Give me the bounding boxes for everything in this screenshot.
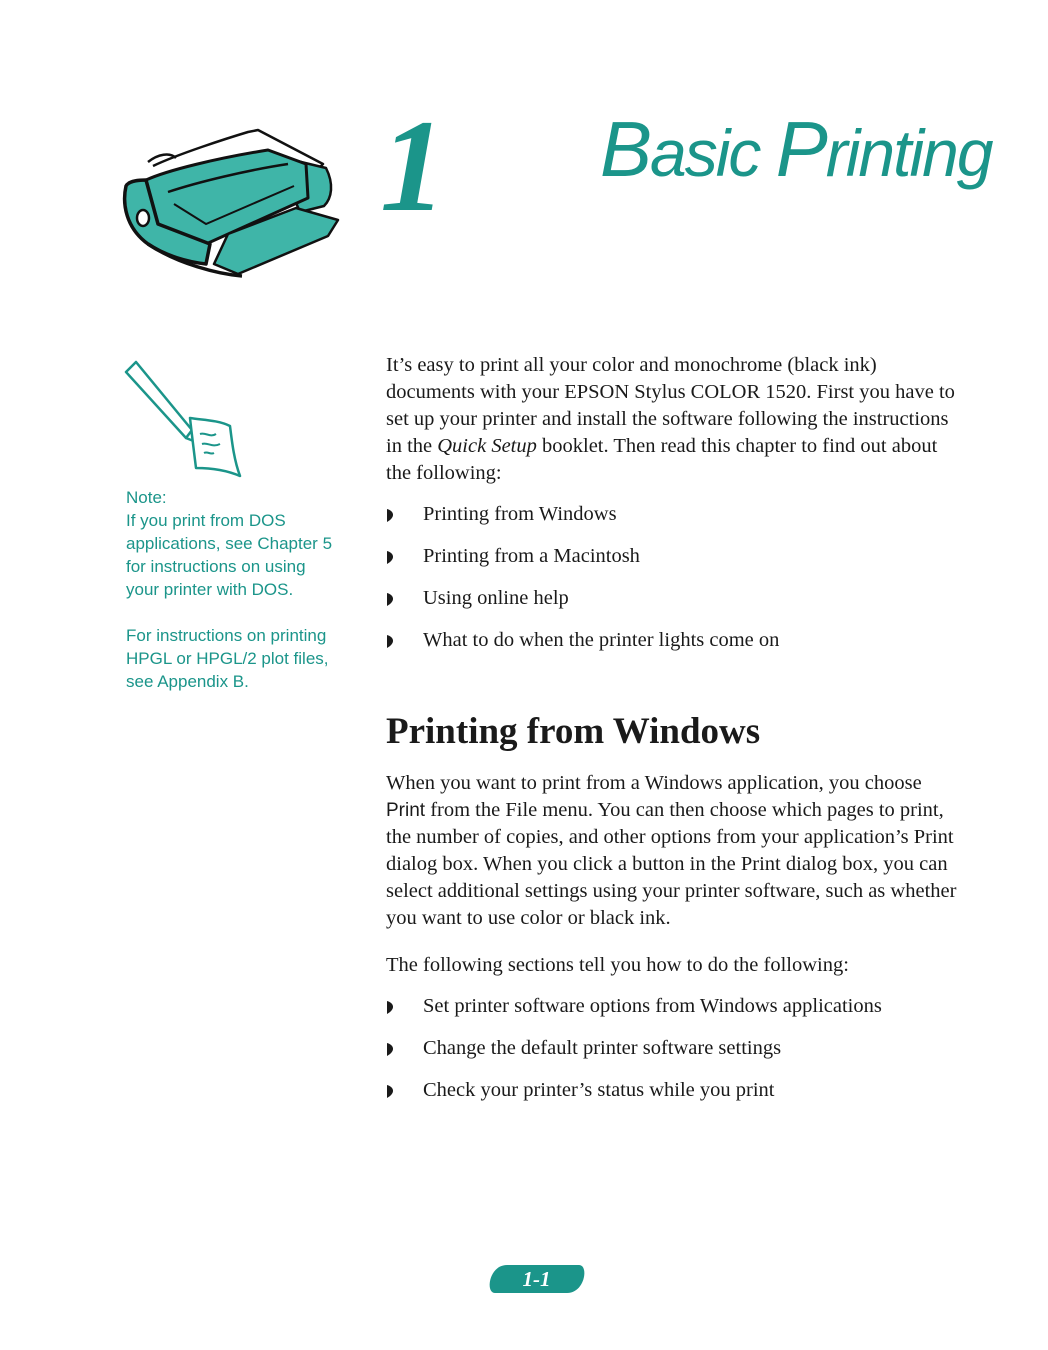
section-paragraph-2: The following sections tell you how to do the following:: [386, 954, 849, 976]
section-text-1: When you want to print from a Windows application, you choose: [386, 772, 922, 794]
chapter-title-rest-1: asic: [650, 116, 776, 190]
list-item-text: Using online help: [423, 587, 569, 609]
bullet-icon: [386, 635, 396, 648]
page-number-badge: [487, 1263, 586, 1295]
intro-text-1: It’s easy to print all your color and monochrome (black ink) documents with your EPSON Stylus COLOR 1520. First you have to set up your printer and install the software following the instructions in the: [386, 354, 955, 457]
list-item-text: Set printer software options from Windows applications: [423, 995, 882, 1017]
list-item-text: Printing from a Macintosh: [423, 545, 640, 567]
print-command: Print: [386, 800, 426, 821]
note-icon: [122, 358, 248, 484]
list-item: [386, 501, 958, 528]
section-paragraph-1: [386, 770, 958, 932]
bullet-icon: [386, 1001, 396, 1014]
bullet-icon: [386, 551, 396, 564]
printer-icon: [118, 124, 350, 280]
main-content: [386, 352, 958, 1119]
list-item: [386, 1035, 958, 1062]
bullet-icon: [386, 1085, 396, 1098]
note-paragraph-dos: If you print from DOS applications, see Chapter 5 for instructions on using your printer with DOS.: [126, 511, 333, 599]
list-item-text: Change the default printer software settings: [423, 1037, 782, 1059]
chapter-title-initial-2: P: [775, 105, 826, 193]
list-item: [386, 585, 958, 612]
bullet-icon: [386, 1043, 396, 1056]
list-item: [386, 1077, 958, 1104]
chapter-title: [600, 105, 992, 193]
section-bullet-list: [386, 993, 958, 1104]
bullet-icon: [386, 593, 396, 606]
printer-illustration: [118, 124, 350, 280]
section-text-2: from the File menu. You can then choose which pages to print, the number of copies, and other options from your application’s Print dialog box. When you click a button in the Print dialog box, you can select additional settings using your printer software, such as whether you want to use color or black ink.: [386, 799, 957, 929]
list-item: [386, 627, 958, 654]
list-item-text: Printing from Windows: [423, 503, 617, 525]
chapter-title-initial-1: B: [600, 105, 651, 193]
sidebar-note: [126, 486, 340, 693]
page-number: 1-1: [522, 1267, 551, 1291]
section-heading: Printing from Windows: [386, 711, 761, 752]
intro-text-2: booklet. Then read this chapter to find out about the following:: [386, 435, 938, 484]
note-paragraph-hpgl: For instructions on printing HPGL or HPGL/2 plot files, see Appendix B.: [126, 626, 329, 691]
quick-setup-title: Quick Setup: [437, 435, 537, 457]
bullet-icon: [386, 509, 396, 522]
list-item: [386, 543, 958, 570]
list-item-text: Check your printer’s status while you print: [423, 1079, 775, 1101]
intro-paragraph: [386, 352, 958, 487]
note-label: Note:: [126, 488, 167, 507]
list-item: [386, 993, 958, 1020]
list-item-text: What to do when the printer lights come on: [423, 629, 780, 651]
pencil-note-icon: [122, 358, 248, 484]
chapter-number: 1: [380, 92, 446, 239]
intro-bullet-list: [386, 501, 958, 654]
chapter-title-rest-2: rinting: [825, 116, 992, 190]
